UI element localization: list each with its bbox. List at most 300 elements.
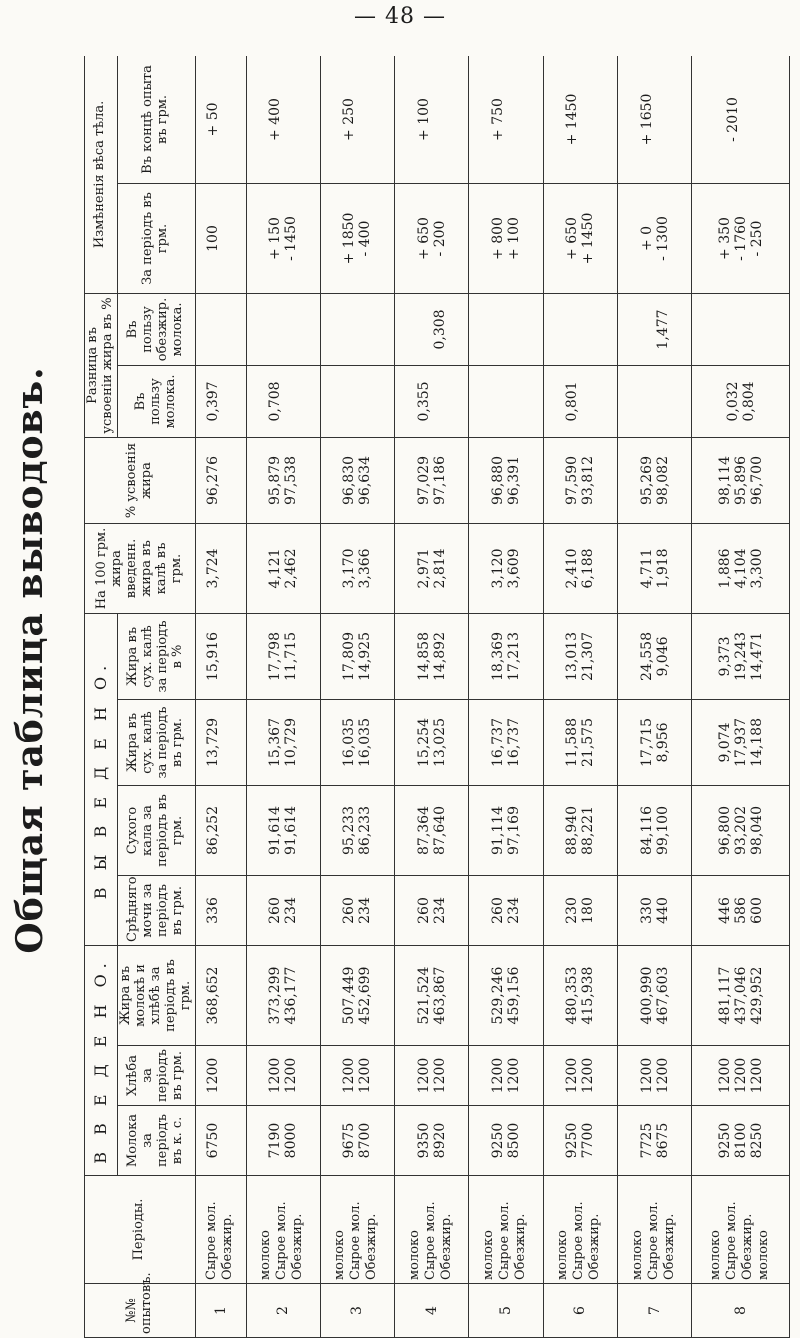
cell-fat-out <box>618 700 692 786</box>
header-row-1 <box>85 56 118 1338</box>
cell-fat-out <box>395 700 469 786</box>
table-row <box>320 56 394 1338</box>
cell-bread <box>543 1046 617 1106</box>
cell-value: 9675 <box>341 1122 358 1159</box>
cell-w-period <box>195 183 246 293</box>
cell-fat-in <box>692 946 790 1046</box>
cell-diff-milk <box>246 365 320 437</box>
cell-diff-skim <box>195 293 246 365</box>
cell-value <box>221 703 237 782</box>
cell-value: 8,956 <box>654 722 671 763</box>
header-vvedeno: В В Е Д Е Н О. <box>85 946 118 1176</box>
cell-value: молоко <box>555 1230 571 1280</box>
cell-absorb <box>618 523 692 613</box>
cell-value: 234 <box>283 897 300 924</box>
cell-urine <box>618 876 692 946</box>
cell-value: 4,121 <box>267 548 284 589</box>
cell-value: 8000 <box>283 1122 300 1159</box>
cell-value: 95,879 <box>267 455 284 505</box>
cell-fat-pct <box>195 613 246 699</box>
cell-value: 87,640 <box>431 806 448 855</box>
cell-value: 98,082 <box>654 455 671 505</box>
cell-value: Сырое мол. <box>422 1201 438 1280</box>
cell-value: 9250 <box>490 1122 507 1159</box>
cell-value: + 400 <box>267 98 284 141</box>
cell-value: 1200 <box>638 1057 655 1094</box>
cell-value: 234 <box>506 897 523 924</box>
cell-absorb-pct <box>469 437 543 523</box>
cell-value: Обезжир. <box>661 1213 677 1280</box>
cell-value: 93,812 <box>580 455 597 505</box>
header-fat-out: Жира въ сух. калѣ за періодъ въ грм. <box>117 700 195 786</box>
cell-milk <box>469 1106 543 1176</box>
cell-feces <box>195 786 246 876</box>
cell-absorb <box>395 523 469 613</box>
cell-value: 446 <box>716 897 733 924</box>
cell-value: 16,737 <box>490 718 507 767</box>
cell-w-period <box>469 183 543 293</box>
cell-value: + 250 <box>341 98 358 141</box>
table-title: Общая таблица выводовъ. <box>9 366 51 954</box>
cell-value: 1200 <box>748 1057 765 1094</box>
cell-value <box>580 369 596 434</box>
cell-value: 8500 <box>506 1122 523 1159</box>
cell-value: 1200 <box>204 1057 221 1094</box>
cell-value: 429,952 <box>748 966 765 1025</box>
cell-value: + 100 <box>506 217 523 260</box>
cell-value <box>221 527 237 610</box>
cell-value: Обезжир. <box>364 1213 380 1280</box>
cell-diff-skim <box>246 293 320 365</box>
cell-value: 507,449 <box>341 966 358 1025</box>
cell-value: 11,588 <box>564 718 581 767</box>
cell-value: 1,886 <box>716 548 733 589</box>
cell-value: 0,708 <box>267 381 284 422</box>
cell-value: 180 <box>580 897 597 924</box>
cell-value: 13,013 <box>564 632 581 681</box>
cell-value: 15,254 <box>415 718 432 767</box>
cell-bread <box>618 1046 692 1106</box>
cell-value <box>221 879 237 942</box>
row-number: 4 <box>395 1284 469 1338</box>
cell-value: 8920 <box>431 1122 448 1159</box>
cell-w-period <box>618 183 692 293</box>
cell-value <box>725 297 741 362</box>
cell-value: 8675 <box>654 1122 671 1159</box>
cell-value: 0,801 <box>564 381 581 422</box>
cell-urine <box>246 876 320 946</box>
header-feces: Сухого кала за періодъ въ грм. <box>117 786 195 876</box>
cell-value <box>221 369 237 434</box>
row-number: 5 <box>469 1284 543 1338</box>
cell-absorb-pct <box>543 437 617 523</box>
cell-value: молоко <box>707 1230 723 1280</box>
row-number: 8 <box>692 1284 790 1338</box>
cell-value: 9250 <box>564 1122 581 1159</box>
cell-value: 1200 <box>357 1057 374 1094</box>
side-title <box>0 0 60 1338</box>
cell-value: 1200 <box>732 1057 749 1094</box>
header-fat-intro: Жира въ молокѣ и хлѣбѣ за періодъ въ грм. <box>117 946 195 1046</box>
cell-value: + 1850 <box>341 212 358 265</box>
cell-value: Сырое мол. <box>203 1201 219 1280</box>
cell-value: 13,025 <box>431 718 448 767</box>
row-number: 2 <box>246 1284 320 1338</box>
cell-value: 21,575 <box>580 718 597 767</box>
cell-value <box>416 297 432 362</box>
cell-w-total <box>543 56 617 183</box>
cell-diff-milk <box>320 365 394 437</box>
cell-value: - 200 <box>431 220 448 257</box>
cell-value: 521,524 <box>415 966 432 1025</box>
header-group-diff: Разница въ усвоеніи жира въ % <box>85 293 118 437</box>
header-vyvedeno: В Ы В Е Д Е Н О. <box>85 613 118 945</box>
cell-value: 1200 <box>267 1057 284 1094</box>
cell-value: 260 <box>267 897 284 924</box>
cell-fat-pct <box>543 613 617 699</box>
cell-value: + 650 <box>564 217 581 260</box>
header-absorb: На 100 грм. жира введенн. жира въ калѣ въ грм. <box>85 523 196 613</box>
cell-value <box>490 369 506 434</box>
cell-value: 9,074 <box>716 722 733 763</box>
cell-w-total <box>692 56 790 183</box>
cell-value <box>283 59 299 180</box>
cell-value <box>506 369 522 434</box>
cell-value <box>221 59 237 180</box>
cell-w-period <box>692 183 790 293</box>
cell-value <box>221 187 237 290</box>
cell-value <box>205 297 221 362</box>
cell-value: 1,477 <box>654 309 671 350</box>
cell-value: 10,729 <box>283 718 300 767</box>
cell-milk <box>543 1106 617 1176</box>
cell-value: + 1650 <box>638 93 655 146</box>
cell-milk <box>246 1106 320 1176</box>
cell-value: 260 <box>341 897 358 924</box>
cell-value: 459,156 <box>506 966 523 1025</box>
cell-milk <box>618 1106 692 1176</box>
header-weight-period: За періодъ въ грм. <box>117 183 195 293</box>
cell-value <box>639 297 655 362</box>
cell-value: 7700 <box>580 1122 597 1159</box>
cell-value: 1200 <box>506 1057 523 1094</box>
cell-value: 17,937 <box>732 718 749 767</box>
cell-value: 2,814 <box>431 548 448 589</box>
cell-bread <box>395 1046 469 1106</box>
cell-diff-skim <box>395 293 469 365</box>
cell-value: 4,104 <box>732 548 749 589</box>
cell-diff-skim <box>469 293 543 365</box>
cell-value <box>655 59 671 180</box>
cell-value <box>221 297 237 362</box>
cell-value: 436,177 <box>283 966 300 1025</box>
cell-value: 480,353 <box>564 966 581 1025</box>
cell-value: 368,652 <box>204 966 221 1025</box>
cell-value: 3,366 <box>357 548 374 589</box>
cell-value: 8100 <box>732 1122 749 1159</box>
cell-value: Обезжир. <box>219 1213 235 1280</box>
cell-value: 1,918 <box>654 548 671 589</box>
table-row <box>395 56 469 1338</box>
cell-value: 4,711 <box>638 548 655 589</box>
cell-w-total <box>246 56 320 183</box>
cell-value: + 1450 <box>580 212 597 265</box>
cell-urine <box>692 876 790 946</box>
cell-value: 97,538 <box>283 455 300 505</box>
cell-absorb-pct <box>246 437 320 523</box>
cell-fat-pct <box>395 613 469 699</box>
cell-value: 3,724 <box>204 548 221 589</box>
cell-value: 1200 <box>654 1057 671 1094</box>
header-diff-milk: Въ пользу молока. <box>117 365 195 437</box>
cell-value: 15,367 <box>267 718 284 767</box>
cell-value: Обезжир. <box>587 1213 603 1280</box>
cell-feces <box>618 786 692 876</box>
cell-value <box>221 1049 237 1102</box>
cell-fat-pct <box>320 613 394 699</box>
cell-value: 91,614 <box>267 806 284 855</box>
cell-value <box>283 369 299 434</box>
cell-w-total <box>618 56 692 183</box>
cell-value <box>221 617 237 696</box>
header-fat-pct: Жира въ сух. калѣ за періодъ в % <box>117 613 195 699</box>
cell-value: 1200 <box>716 1057 733 1094</box>
cell-value <box>580 297 596 362</box>
cell-diff-milk <box>618 365 692 437</box>
cell-value <box>341 297 357 362</box>
cell-period <box>320 1176 394 1284</box>
cell-value: 0,397 <box>204 381 221 422</box>
cell-value: 437,046 <box>732 966 749 1025</box>
cell-value: Обезжир. <box>438 1213 454 1280</box>
cell-diff-skim <box>692 293 790 365</box>
cell-value: 6,188 <box>580 548 597 589</box>
cell-w-total <box>469 56 543 183</box>
cell-value <box>341 369 357 434</box>
header-group-weight: Измѣненія вѣса тѣла. <box>85 56 118 293</box>
cell-milk <box>195 1106 246 1176</box>
cell-diff-skim <box>320 293 394 365</box>
cell-diff-milk <box>195 365 246 437</box>
cell-value <box>490 297 506 362</box>
cell-value: 95,233 <box>341 806 358 855</box>
cell-value: 3,170 <box>341 548 358 589</box>
cell-value: 9350 <box>415 1122 432 1159</box>
cell-value <box>506 297 522 362</box>
cell-fat-in <box>246 946 320 1046</box>
cell-value: 1200 <box>415 1057 432 1094</box>
cell-milk <box>395 1106 469 1176</box>
cell-absorb-pct <box>320 437 394 523</box>
cell-value: 415,938 <box>580 966 597 1025</box>
cell-value: Сырое мол. <box>645 1201 661 1280</box>
table-body <box>195 56 789 1338</box>
cell-absorb <box>246 523 320 613</box>
cell-value: + 0 <box>638 225 655 252</box>
cell-value: 96,700 <box>748 455 765 505</box>
cell-urine <box>320 876 394 946</box>
cell-fat-pct <box>692 613 790 699</box>
cell-value: - 1300 <box>654 216 671 261</box>
cell-diff-skim <box>543 293 617 365</box>
cell-value: 17,213 <box>506 632 523 681</box>
cell-value: 463,867 <box>431 966 448 1025</box>
cell-urine <box>195 876 246 946</box>
cell-w-period <box>246 183 320 293</box>
header-diff-skim: Въ пользу обезжир. молока. <box>117 293 195 365</box>
cell-fat-out <box>246 700 320 786</box>
cell-value: 481,117 <box>716 966 733 1025</box>
cell-value: 400,990 <box>638 966 655 1025</box>
table-row <box>246 56 320 1338</box>
cell-value: 440 <box>654 897 671 924</box>
row-number: 1 <box>195 1284 246 1338</box>
cell-value: 96,800 <box>716 806 733 855</box>
row-number: 6 <box>543 1284 617 1338</box>
cell-feces <box>469 786 543 876</box>
cell-fat-in <box>320 946 394 1046</box>
cell-diff-milk <box>395 365 469 437</box>
cell-value: 98,040 <box>748 806 765 855</box>
cell-value: 97,169 <box>506 806 523 855</box>
cell-value: 529,246 <box>490 966 507 1025</box>
cell-fat-pct <box>246 613 320 699</box>
cell-value: 1200 <box>431 1057 448 1094</box>
results-table-wrapper <box>84 56 790 1338</box>
cell-value: + 1450 <box>564 93 581 146</box>
cell-value: 13,729 <box>204 718 221 767</box>
rotated-table <box>84 56 790 1338</box>
cell-fat-out <box>469 700 543 786</box>
cell-value: 97,590 <box>564 455 581 505</box>
cell-period <box>618 1176 692 1284</box>
cell-value: 97,029 <box>415 455 432 505</box>
header-absorb-pct: % усвоенія жира <box>85 437 196 523</box>
cell-value: 467,603 <box>654 966 671 1025</box>
cell-value: 7725 <box>638 1122 655 1159</box>
cell-urine <box>395 876 469 946</box>
cell-value: 14,892 <box>431 632 448 681</box>
cell-value: 16,737 <box>506 718 523 767</box>
cell-feces <box>246 786 320 876</box>
results-table <box>84 56 790 1338</box>
cell-value: 1200 <box>564 1057 581 1094</box>
cell-value: 84,116 <box>638 806 655 855</box>
cell-value: 1200 <box>341 1057 358 1094</box>
cell-value: 11,715 <box>283 632 300 681</box>
cell-period <box>543 1176 617 1284</box>
cell-value: 1200 <box>283 1057 300 1094</box>
cell-value: 8250 <box>748 1122 765 1159</box>
cell-value: 452,699 <box>357 966 374 1025</box>
cell-value: - 250 <box>748 220 765 257</box>
row-number: 3 <box>320 1284 394 1338</box>
cell-absorb-pct <box>195 437 246 523</box>
header-period-no: №№ опытовъ. <box>85 1284 196 1338</box>
cell-diff-milk <box>469 365 543 437</box>
cell-value: 260 <box>415 897 432 924</box>
cell-w-total <box>395 56 469 183</box>
cell-value <box>741 297 757 362</box>
cell-value <box>283 297 299 362</box>
cell-value: 0,804 <box>740 381 757 422</box>
cell-period <box>195 1176 246 1284</box>
cell-value: Сырое мол. <box>571 1201 587 1280</box>
cell-fat-out <box>692 700 790 786</box>
cell-value: 96,830 <box>341 455 358 505</box>
page-number: — 48 — <box>354 4 446 29</box>
cell-value: 95,269 <box>638 455 655 505</box>
cell-value: 24,558 <box>638 632 655 681</box>
cell-period <box>246 1176 320 1284</box>
cell-value: 16,035 <box>357 718 374 767</box>
cell-fat-out <box>320 700 394 786</box>
cell-fat-pct <box>469 613 543 699</box>
cell-value <box>655 369 671 434</box>
cell-fat-in <box>543 946 617 1046</box>
cell-value: 234 <box>357 897 374 924</box>
cell-value: 0,355 <box>415 381 432 422</box>
cell-value: 0,032 <box>724 381 741 422</box>
cell-value: 14,858 <box>415 632 432 681</box>
cell-value: молоко <box>406 1230 422 1280</box>
cell-feces <box>543 786 617 876</box>
cell-value: 17,798 <box>267 632 284 681</box>
cell-value: 3,120 <box>490 548 507 589</box>
cell-bread <box>320 1046 394 1106</box>
cell-value: 19,243 <box>732 632 749 681</box>
table-row <box>469 56 543 1338</box>
cell-period <box>469 1176 543 1284</box>
cell-absorb <box>469 523 543 613</box>
cell-period <box>692 1176 790 1284</box>
cell-value: Обезжир. <box>739 1213 755 1280</box>
cell-value <box>267 297 283 362</box>
cell-diff-milk <box>692 365 790 437</box>
cell-fat-out <box>195 700 246 786</box>
cell-value: 14,925 <box>357 632 374 681</box>
cell-absorb <box>195 523 246 613</box>
cell-diff-skim <box>618 293 692 365</box>
cell-value <box>221 1109 237 1172</box>
cell-value: 88,221 <box>580 806 597 855</box>
cell-value: + 100 <box>415 98 432 141</box>
cell-period <box>395 1176 469 1284</box>
cell-value: 260 <box>490 897 507 924</box>
cell-diff-milk <box>543 365 617 437</box>
cell-value: - 2010 <box>724 97 741 142</box>
cell-value: молоко <box>332 1230 348 1280</box>
cell-value: Обезжир. <box>290 1213 306 1280</box>
cell-w-period <box>543 183 617 293</box>
cell-value: 2,462 <box>283 548 300 589</box>
cell-value: молоко <box>629 1230 645 1280</box>
cell-value: 91,114 <box>490 806 507 855</box>
cell-value: 330 <box>638 897 655 924</box>
cell-value: 100 <box>204 225 221 252</box>
cell-value: 96,634 <box>357 455 374 505</box>
cell-value: 98,114 <box>716 455 733 505</box>
cell-value: 91,614 <box>283 806 300 855</box>
cell-value: 93,202 <box>732 806 749 855</box>
cell-feces <box>320 786 394 876</box>
cell-fat-pct <box>618 613 692 699</box>
cell-value: 9250 <box>716 1122 733 1159</box>
cell-value: 3,609 <box>506 548 523 589</box>
cell-milk <box>692 1106 790 1176</box>
cell-value: + 800 <box>490 217 507 260</box>
cell-value <box>564 297 580 362</box>
